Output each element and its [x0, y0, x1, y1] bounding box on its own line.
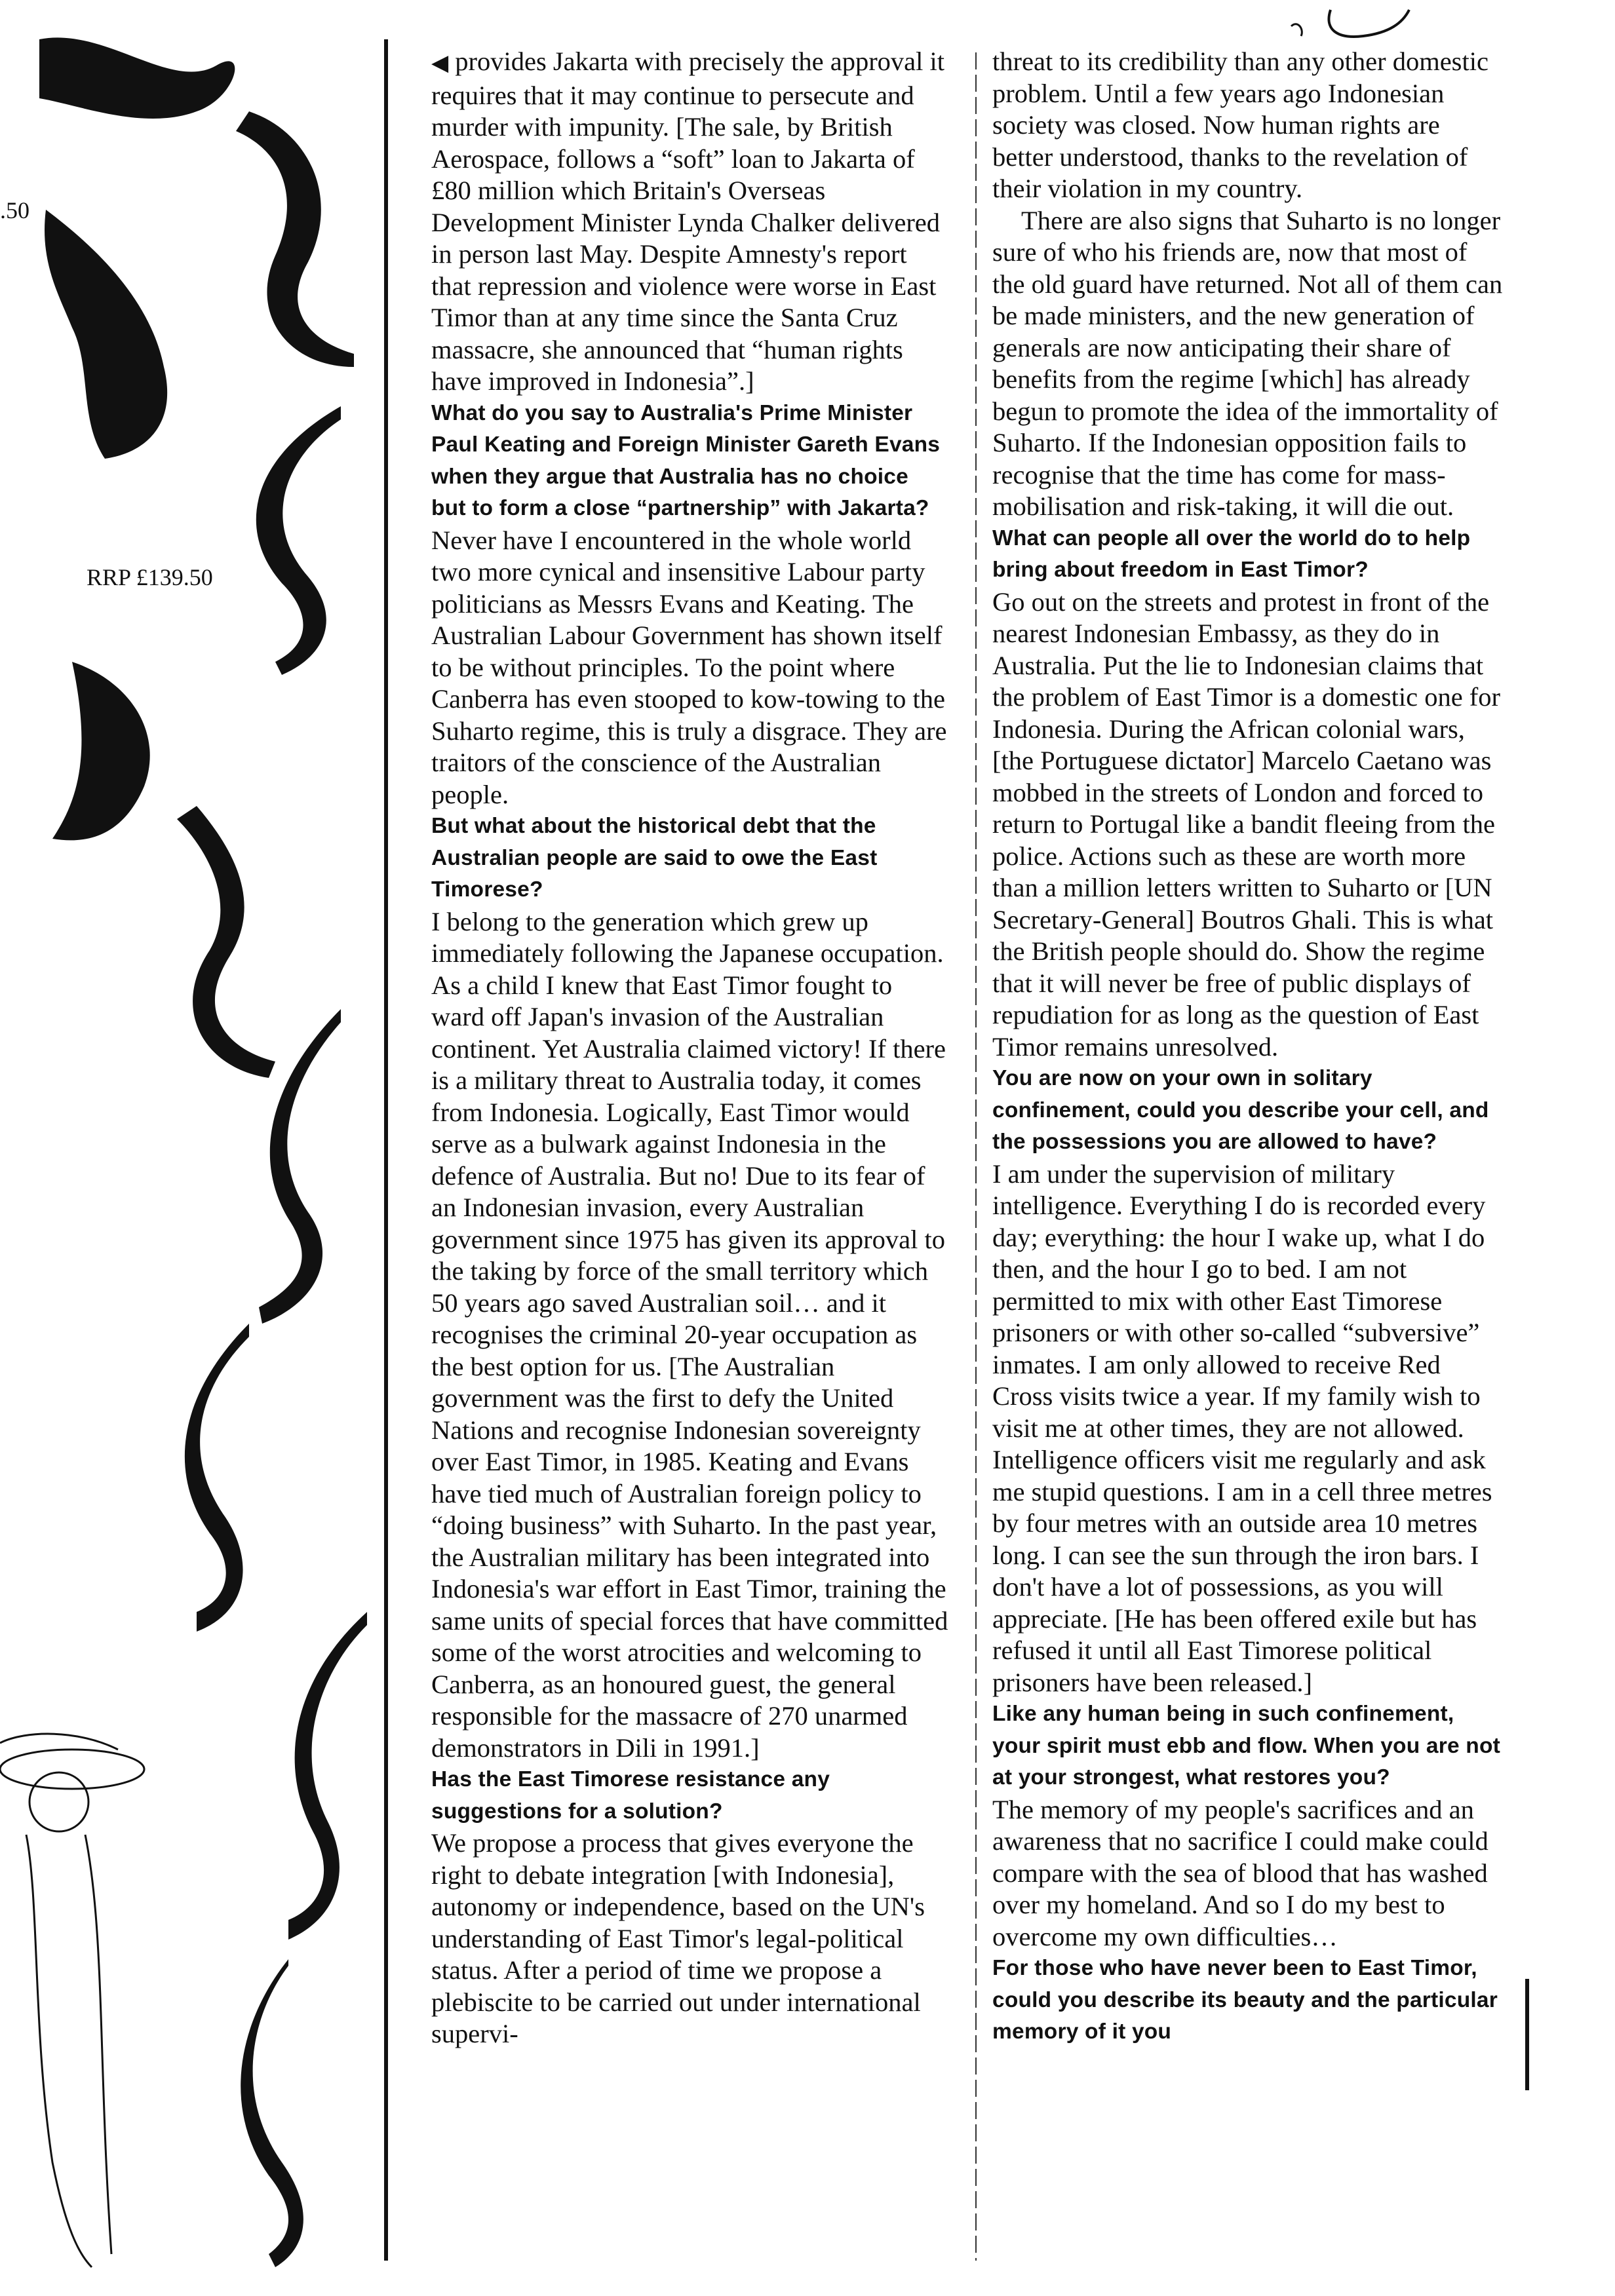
flourish-top [39, 37, 235, 119]
lace-2 [52, 662, 150, 840]
ornamental-border [0, 0, 393, 2296]
price-partial: .50 [0, 197, 29, 223]
swirl-3 [177, 806, 275, 1078]
interview-question: Has the East Timorese resistance any suggestions for a solution? [431, 1767, 830, 1824]
interview-question: For those who have never been to East Timor, could you describe its beauty and the particular memory of it you [992, 1956, 1498, 2044]
interview-answer: We propose a process that gives everyone the right to debate integration [with Indonesia], autonomy or independence, based on the UN's understanding of East Timor's legal-political status. After a period of time we propose a plebiscite to be carried out under international supervi- [431, 1828, 925, 2048]
article-column-1 [431, 46, 949, 2050]
paragraph [431, 46, 949, 398]
swirl-4 [259, 1009, 341, 1324]
interview-question: What do you say to Australia's Prime Minister Paul Keating and Foreign Minister Gareth Evans when they argue that Australia has no choice but to form a close “partnership” with Jakarta? [431, 400, 941, 520]
lady-illustration [0, 1734, 144, 2267]
pen-mark-icon [1285, 0, 1429, 46]
interview-question: Like any human being in such confinement, your spirit must ebb and flow. When you are not at your strongest, what restores you? [992, 1702, 1500, 1789]
swirl-2 [256, 406, 341, 675]
interview-question: You are now on your own in solitary confinement, could you describe your cell, and the possessions you are allowed to have? [992, 1066, 1489, 1154]
article-column-2 [992, 46, 1504, 2048]
interview-answer: The memory of my people's sacrifices and an awareness that no sacrifice I could make could compare with the sea of blood that has washed over my homeland. And so I do my best to overcome my own difficulties… [992, 1794, 1489, 1951]
column-divider [975, 52, 977, 2261]
lace-1 [45, 210, 167, 459]
swirl-6 [288, 1612, 367, 1940]
interview-answer: I am under the supervision of military intelligence. Everything I do is recorded every day; everything: the hour I wake up, what I do then, and the hour I go to bed. I am not permitted to mix with other East Timorese prisoners or with other so-called “subversive” inmates. I am only allowed to receive Red Cross visits twice a year. If my family wish to visit me at other times, they are not allowed. Intelligence officers visit me regularly and ask me stupid questions. I am in a cell three metres by four metres with an outside area 10 metres long. I can see the sun through the iron bars. I don't have a lot of possessions, as you will appreciate. [He has been offered exile but has refused it until all East Timorese political prisoners have been released.] [992, 1158, 1492, 1697]
interview-question: But what about the historical debt that the Australian people are said to owe the East Timorese? [431, 814, 878, 902]
continued-arrow-icon: ◀ [431, 51, 449, 75]
paragraph: threat to its credibility than any other domestic problem. Until a few years ago Indonesian society was closed. Now human rights are better understood, thanks to the revelation of their violation in my country. [992, 47, 1489, 203]
swirl-5 [185, 1324, 249, 1632]
interview-answer: I belong to the generation which grew up immediately following the Japanese occupation. As a child I knew that East Timor fought to ward off Japan's invasion of the Australian continent. Yet Australia claimed victory! If there is a military threat to Australia today, it comes from Indonesia. Logically, East Timor would serve as a bulwark against Indonesia in the defence of Australia. But no! Due to its fear of an Indonesian invasion, every Australian government since 1975 has given its approval to the taking by force of the small territory which 50 years ago saved Australian soil… and it recognises the criminal 20-year occupation as the best option for us. [The Australian government was the first to defy the United Nations and recognise Indonesian sovereignty over East Timor, in 1985. Keating and Evans have tied much of Australian foreign policy to “doing business” with Suharto. In the past year, the Australian military has been integrated into Indonesia's war effort in East Timor, training the same units of special forces that have committed some of the worst atrocities and welcoming to Canberra, as an honoured guest, the general responsible for the massacre of 270 unarmed demonstrators in Dili in 1991.] [431, 906, 948, 1763]
paragraph: There are also signs that Suharto is no longer sure of who his friends are, now that most of the old guard have returned. Not all of them can be made ministers, and the new generation of generals are now anticipating their share of benefits from the regime [which] has already begun to promote the idea of the immortality of Suharto. If the Indonesian opposition fails to recognise that the time has come for mass-mobilisation and risk-taking, it will die out. [992, 205, 1503, 521]
interview-answer: Never have I encountered in the whole world two more cynical and insensitive Labour party politicians as Messrs Evans and Keating. The Australian Labour Government has shown itself to be without principles. To the point where Canberra has even stooped to kow-towing to the Suharto regime, this is truly a disgrace. They are traitors of the conscience of the Australian people. [431, 525, 947, 809]
swirl-1 [236, 111, 354, 367]
interview-answer: Go out on the streets and protest in front of the nearest Indonesian Embassy, as they do in Australia. Put the lie to Indonesian claims that the problem of East Timor is a domestic one for Indonesia. During the African colonial wars, [the Portuguese dictator] Marcelo Caetano was mobbed in the streets of London and forced to return to Portugal like a bandit fleeing from the police. Actions such as these are worth more than a million letters written to Suharto or [UN Secretary-General] Boutros Ghali. This is what the British people should do. Show the regime that it will never be free of public displays of repudiation for as long as the question of East Timor remains unresolved. [992, 586, 1501, 1062]
scan-edge-mark [1525, 1979, 1529, 2090]
interview-question: What can people all over the world do to help bring about freedom in East Timor? [992, 526, 1471, 582]
swirl-7 [241, 1959, 303, 2267]
price-rrp: RRP £139.50 [87, 564, 213, 590]
paragraph-text: provides Jakarta with precisely the approval it requires that it may continue to persecute and murder with impunity. [The sale, by British Aerospace, follows a “soft” loan to Jakarta of £80 million which Britain's Overseas Development Minister Lynda Chalker delivered in person last May. Despite Amnesty's report that repression and violence were worse in East Timor than at any time since the Santa Cruz massacre, she announced that “human rights have improved in Indonesia”.] [431, 47, 945, 396]
vertical-rule-main [384, 39, 388, 2261]
